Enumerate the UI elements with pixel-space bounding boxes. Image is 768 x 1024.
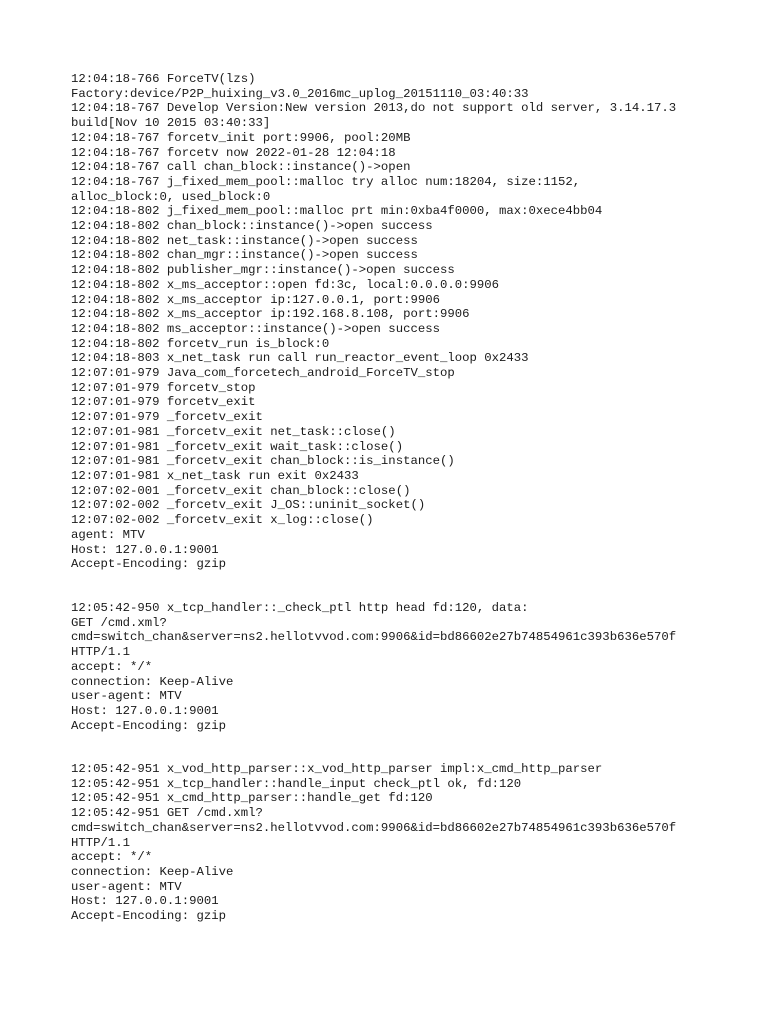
log-line: 12:04:18-767 j_fixed_mem_pool::malloc try alloc num:18204, size:1152, [71,174,581,189]
log-line: build[Nov 10 2015 03:40:33] [71,116,271,131]
log-line: 12:04:18-802 publisher_mgr::instance()->open success [71,263,455,278]
log-line: accept: */* [71,659,153,674]
log-line: 12:04:18-802 x_ms_acceptor::open fd:3c, local:0.0.0.0:9906 [71,277,500,292]
log-line: 12:07:01-981 _forcetv_exit wait_task::close() [71,439,404,454]
log-line: 12:07:01-981 _forcetv_exit net_task::close() [71,424,396,439]
log-line: user-agent: MTV [71,879,182,894]
log-line: Host: 127.0.0.1:9001 [71,542,219,557]
log-line: 12:05:42-951 x_cmd_http_parser::handle_get fd:120 [71,791,433,806]
log-line: HTTP/1.1 [71,835,131,850]
log-line: connection: Keep-Alive [71,864,234,879]
log-line: Accept-Encoding: gzip [71,909,226,924]
log-block-startup [71,72,676,572]
log-line: 12:04:18-802 ms_acceptor::instance()->open success [71,321,440,336]
log-line: 12:07:01-979 forcetv_stop [71,380,256,395]
log-line: Accept-Encoding: gzip [71,718,226,733]
log-line: 12:04:18-802 x_ms_acceptor ip:192.168.8.108, port:9906 [71,307,470,322]
log-line: 12:04:18-802 chan_block::instance()->open success [71,219,433,234]
log-line: 12:05:42-951 x_tcp_handler::handle_input check_ptl ok, fd:120 [71,776,522,791]
log-line: Accept-Encoding: gzip [71,557,226,572]
log-line: connection: Keep-Alive [71,674,234,689]
log-line: 12:04:18-802 x_ms_acceptor ip:127.0.0.1, port:9906 [71,292,440,307]
log-line: Host: 127.0.0.1:9001 [71,703,219,718]
log-line: Host: 127.0.0.1:9001 [71,894,219,909]
log-line: 12:04:18-767 forcetv now 2022-01-28 12:04:18 [71,145,396,160]
log-line: alloc_block:0, used_block:0 [71,189,271,204]
log-line: 12:07:01-981 _forcetv_exit chan_block::is_instance() [71,454,455,469]
log-line: 12:04:18-767 call chan_block::instance()->open [71,160,411,175]
log-line: 12:04:18-802 j_fixed_mem_pool::malloc prt min:0xba4f0000, max:0xece4bb04 [71,204,603,219]
log-line: agent: MTV [71,527,145,542]
log-line: 12:07:01-979 Java_com_forcetech_android_ForceTV_stop [71,366,455,381]
log-line: 12:05:42-951 x_vod_http_parser::x_vod_http_parser impl:x_cmd_http_parser [71,762,603,776]
log-line: cmd=switch_chan&server=ns2.hellotvvod.com:9906&id=bd86602e27b74854961c393b636e570f [71,630,677,645]
log-line: 12:04:18-802 forcetv_run is_block:0 [71,336,330,351]
log-line: Factory:device/P2P_huixing_v3.0_2016mc_uplog_20151110_03:40:33 [71,86,529,101]
log-line: 12:07:02-002 _forcetv_exit x_log::close() [71,513,374,528]
log-line: 12:05:42-950 x_tcp_handler::_check_ptl http head fd:120, data: [71,601,529,615]
log-line: 12:07:01-981 x_net_task run exit 0x2433 [71,468,359,483]
log-line: 12:04:18-803 x_net_task run call run_reactor_event_loop 0x2433 [71,351,529,366]
log-line: 12:07:02-002 _forcetv_exit J_OS::uninit_socket() [71,498,426,513]
log-line: 12:04:18-767 forcetv_init port:9906, pool:20MB [71,130,411,145]
log-line: user-agent: MTV [71,689,182,704]
log-line: 12:04:18-766 ForceTV(lzs) [71,72,256,86]
log-line: 12:07:01-979 forcetv_exit [71,395,256,410]
log-line: 12:07:02-001 _forcetv_exit chan_block::close() [71,483,411,498]
log-block-http-head [71,601,676,733]
log-line: cmd=switch_chan&server=ns2.hellotvvod.com:9906&id=bd86602e27b74854961c393b636e570f [71,820,677,835]
log-line: 12:07:01-979 _forcetv_exit [71,410,263,425]
log-line: 12:05:42-951 GET /cmd.xml? [71,806,263,821]
log-block-http-parser [71,762,676,924]
log-line: GET /cmd.xml? [71,615,167,630]
log-line: 12:04:18-802 chan_mgr::instance()->open success [71,248,418,263]
log-line: 12:04:18-802 net_task::instance()->open success [71,233,418,248]
log-line: 12:04:18-767 Develop Version:New version 2013,do not support old server, 3.14.17.3 [71,101,677,116]
log-line: HTTP/1.1 [71,645,131,660]
log-line: accept: */* [71,850,153,865]
